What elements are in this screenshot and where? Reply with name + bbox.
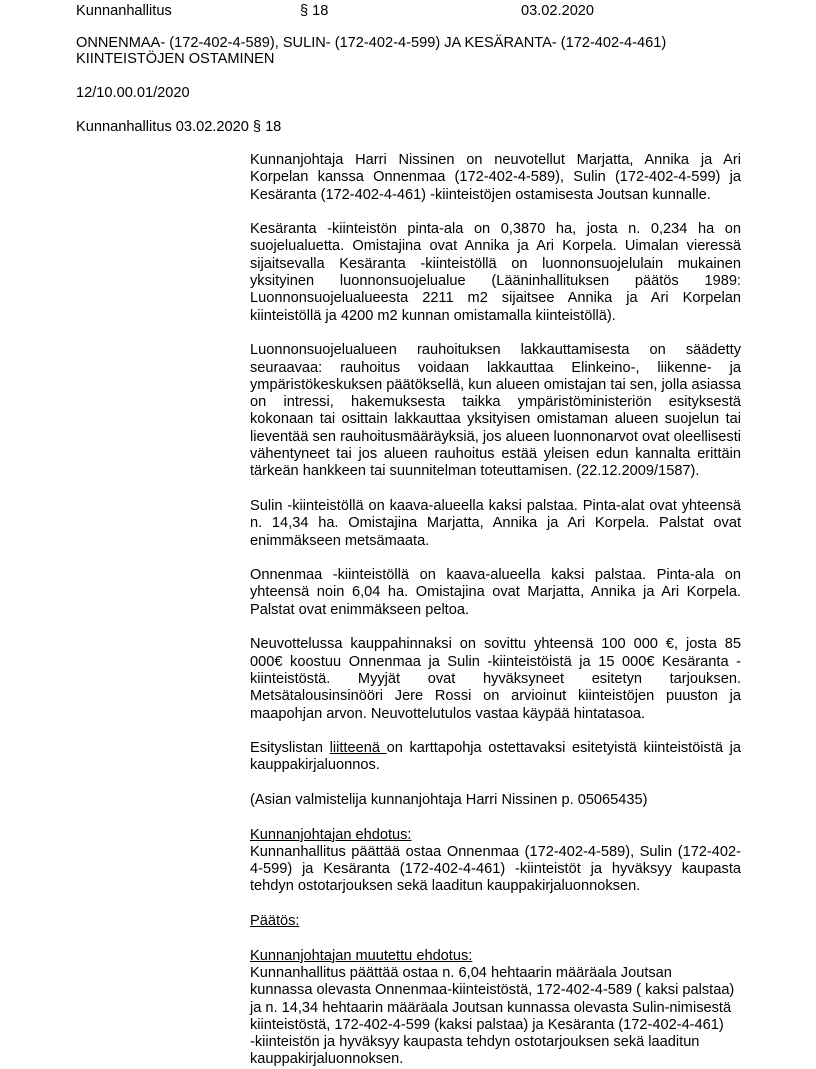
paragraph-negotiation: Kunnanjohtaja Harri Nissinen on neuvotellut Marjatta, Annika ja Ari Korpelan kanssa Onnenmaa (172-402-4-589), Sulin (172-402-4-599) ja Kesäranta (172-402-4-461) -kiinteistöjen ostamisesta Joutsan kunnalle.: [250, 152, 741, 203]
amended-proposal-section: [250, 948, 741, 1069]
paragraph-sulin: Sulin -kiinteistöllä on kaava-alueella kaksi palstaa. Pinta-alat ovat yhteensä n. 14,34 ha. Omistajina Marjatta, Annika ja Ari Korpela. Palstat ovat enimmäkseen metsämaata.: [250, 497, 741, 549]
title-line-2: KIINTEISTÖJEN OSTAMINEN: [76, 51, 275, 67]
paragraph-onnenmaa: Onnenmaa -kiinteistöllä on kaava-alueella kaksi palstaa. Pinta-ala on yhteensä noin 6,04 ha. Omistajina ovat Marjatta, Annika ja Ari Korpela. Palstat ovat enimmäkseen peltoa.: [250, 567, 741, 618]
header-organ: Kunnanhallitus: [76, 3, 172, 19]
amended-line: kauppakirjaluonnoksen.: [250, 1051, 404, 1068]
paragraph-kesaranta: Kesäranta -kiinteistön pinta-ala on 0,3870 ha, josta n. 0,234 ha on suojelualuetta. Omistajina ovat Annika ja Ari Korpela. Uimalan vieressä sijaitsevalla Kesäranta -kiinteistöllä on luonnonsuojelulain mukainen yksityinen luonnonsuojelualue (Lääninhallituksen päätös 1989: Luonnonsuojelualueesta 2211 m2 sijaitsee Annika ja Ari Korpelan kiinteistöllä ja 4200 m2 kunnan omistamalla kiinteistöllä).: [250, 221, 741, 324]
amended-line: Kunnanhallitus päättää ostaa n. 6,04 hehtaarin määräala Joutsan: [250, 964, 672, 981]
proposal-text: Kunnanhallitus päättää ostaa Onnenmaa (172-402-4-589), Sulin (172-402-4-599) ja Kesäranta (172-402-4-461) -kiinteistöt ja hyväksyy kaupasta tehdyn ostotarjouksen sekä laaditun kauppakirjaluonnoksen.: [250, 843, 741, 895]
diary-number: 12/10.00.01/2020: [76, 85, 190, 101]
paragraph-protection-law: Luonnonsuojelualueen rauhoituksen lakkauttamisesta on säädetty seuraavaa: rauhoitus voidaan lakkauttaa Elinkeino-, liikenne- ja ympäristökeskuksen päätöksellä, kun alueen omistajan tai sen, jolla asiassa on intressi, hakemuksesta taikka ympäristöministeriön esityksestä kokonaan tai osittain lakkauttaa yksityisen omistaman alueen suojelun tai lieventää sen rauhoitusmääräyksiä, jos alueen luonnonarvot ovat oleellisesti vähentyneet tai jos alueen rauhoitus estää yleisen edun kannalta erittäin tärkeän hankkeen tai suunnitelman toteuttamisen. (22.12.2009/1587).: [250, 342, 741, 480]
amended-proposal-heading: Kunnanjohtajan muutettu ehdotus:: [250, 947, 473, 964]
header-date: 03.02.2020: [521, 3, 595, 19]
attachment-text-after: on karttapohja ostettavaksi esitetyistä kiinteistöistä ja kauppakirjaluonnos.: [250, 740, 742, 774]
paragraph-attachment: [250, 740, 741, 775]
proposal-heading: Kunnanjohtajan ehdotus:: [250, 826, 412, 843]
amended-line: ja n. 14,34 hehtaarin määräala Joutsan kunnassa olevasta Sulin-nimisestä: [250, 999, 732, 1016]
amended-line: -kiinteistön ja hyväksyy kaupasta tehdyn ostotarjouksen sekä laaditun: [250, 1034, 700, 1051]
amended-line: kiinteistöstä, 172-402-4-599 (kaksi palstaa) ja Kesäranta (172-402-4-461): [250, 1016, 724, 1033]
document-body: [250, 152, 741, 1069]
amended-line: kunnassa olevasta Onnenmaa-kiinteistöstä, 172-402-4-589 ( kaksi palstaa): [250, 982, 735, 999]
proposal-section: [250, 827, 741, 896]
decision-heading: Päätös:: [250, 913, 300, 930]
meeting-reference: Kunnanhallitus 03.02.2020 § 18: [76, 119, 282, 135]
document-title: [76, 35, 666, 67]
header-section: § 18: [300, 3, 329, 19]
attachment-text-before: Esityslistan: [250, 740, 330, 757]
title-line-1: ONNENMAA- (172-402-4-589), SULIN- (172-402-4-599) JA KESÄRANTA- (172-402-4-461): [76, 35, 667, 51]
decision-section: [250, 913, 741, 930]
paragraph-price: Neuvottelussa kauppahinnaksi on sovittu yhteensä 100 000 €, josta 85 000€ koostuu Onnenmaa ja Sulin -kiinteistöistä ja 15 000€ Kesäranta -kiinteistöstä. Myyjät ovat hyväksyneet esitetyn tarjouksen. Metsätalousinsinööri Jere Rossi on arvioinut kiinteistöjen puuston ja maapohjan arvon. Neuvottelutulos vastaa käypää hintatasoa.: [250, 636, 741, 722]
attachment-link[interactable]: liitteenä: [329, 740, 387, 757]
preparer-info: (Asian valmistelija kunnanjohtaja Harri Nissinen p. 05065435): [250, 791, 648, 808]
